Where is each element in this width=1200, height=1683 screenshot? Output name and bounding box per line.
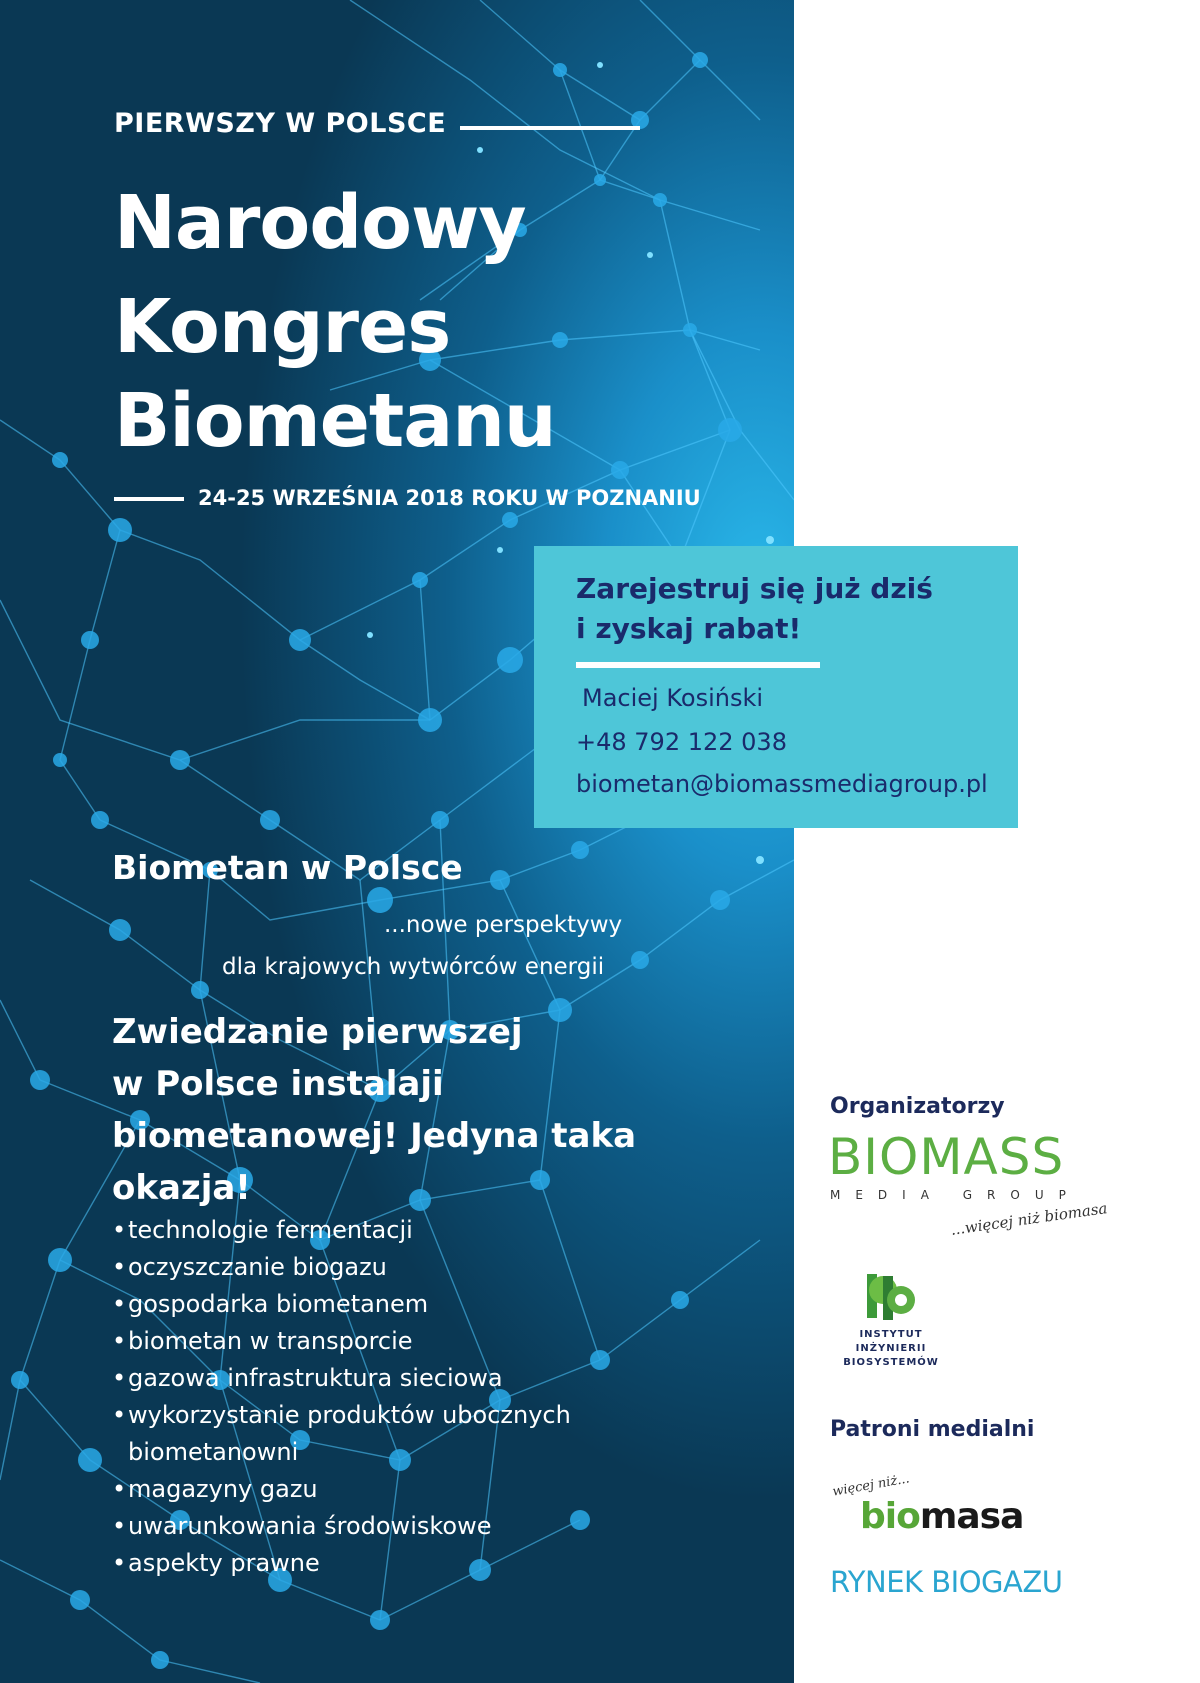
registration-heading: i zyskaj rabat! (576, 612, 802, 645)
contact-phone[interactable]: +48 792 122 038 (576, 728, 787, 756)
list-item: biometanowni (128, 1438, 299, 1466)
organizers-heading: Organizatorzy (830, 1094, 1005, 1119)
rynek-biogazu-logo: RYNEK BIOGAZU (830, 1565, 1063, 1599)
tour-heading: w Polsce instalaji (112, 1064, 444, 1104)
title-line-3: Biometanu (114, 378, 556, 464)
pretitle: PIERWSZY W POLSCE (114, 108, 447, 139)
title-line-2: Kongres (114, 284, 451, 370)
registration-heading: Zarejestruj się już dziś (576, 572, 933, 605)
biomasa-logo-small: więcej niż... (831, 1471, 911, 1500)
iib-logo-icon (861, 1266, 921, 1324)
divider (114, 497, 184, 501)
list-item: •technologie fermentacji (112, 1216, 413, 1244)
divider (576, 662, 820, 668)
title-line-1: Narodowy (114, 180, 526, 266)
list-item: •aspekty prawne (112, 1549, 320, 1577)
tour-heading: Zwiedzanie pierwszej (112, 1012, 523, 1052)
list-item: •magazyny gazu (112, 1475, 318, 1503)
iib-logo-text: BIOSYSTEMÓW (843, 1357, 939, 1368)
list-item: •wykorzystanie produktów ubocznych (112, 1401, 571, 1429)
topics-list (112, 1212, 571, 1582)
event-date: 24-25 WRZEŚNIA 2018 ROKU W POZNANIU (198, 486, 701, 510)
biomass-logo-subtitle: MEDIA GROUP (830, 1188, 1081, 1202)
contact-name: Maciej Kosiński (582, 684, 764, 712)
list-item: •biometan w transporcie (112, 1327, 413, 1355)
media-heading: Patroni medialni (830, 1417, 1035, 1442)
list-item: •oczyszczanie biogazu (112, 1253, 387, 1281)
divider (460, 126, 640, 130)
list-item: •gazowa infrastruktura sieciowa (112, 1364, 503, 1392)
iib-logo-text: INSTYTUT INŻYNIERII (855, 1329, 927, 1354)
tour-heading: biometanowej! Jedyna taka (112, 1116, 637, 1156)
biomass-logo: BIOMASS (828, 1128, 1065, 1186)
section-subtitle: ...nowe perspektywy (384, 912, 623, 938)
tour-heading: okazja! (112, 1168, 251, 1208)
iib-logo (826, 1266, 956, 1370)
contact-email[interactable]: biometan@biomassmediagroup.pl (576, 770, 988, 798)
biomasa-logo: biomasa (860, 1496, 1024, 1537)
section-heading: Biometan w Polsce (112, 848, 463, 887)
section-subtitle: dla krajowych wytwórców energii (222, 954, 605, 980)
list-item: •uwarunkowania środowiskowe (112, 1512, 492, 1540)
biomass-tagline: ...więcej niż biomasa (949, 1199, 1109, 1239)
list-item: •gospodarka biometanem (112, 1290, 429, 1318)
registration-box (534, 546, 1018, 828)
